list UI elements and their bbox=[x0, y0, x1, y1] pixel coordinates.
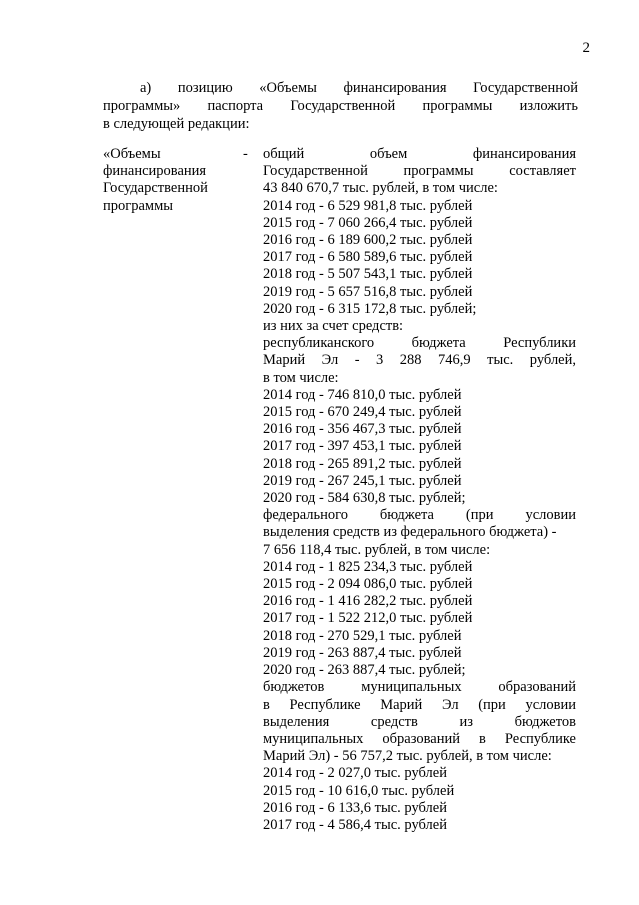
year-line: 2017 год - 397 453,1 тыс. рублей bbox=[263, 438, 462, 455]
year-line: 2017 год - 6 580 589,6 тыс. рублей bbox=[263, 249, 473, 266]
content-line: выделения средств из бюджетов bbox=[263, 713, 576, 730]
label-line: «Объемы bbox=[103, 146, 161, 162]
label-dash: - bbox=[243, 146, 248, 162]
content-line: в том числе: bbox=[263, 369, 339, 386]
content-line: Марий Эл) - 56 757,2 тыс. рублей, в том числе: bbox=[263, 748, 552, 765]
year-line: 2014 год - 2 027,0 тыс. рублей bbox=[263, 765, 447, 782]
year-line: 2019 год - 263 887,4 тыс. рублей bbox=[263, 644, 462, 661]
intro-line: в следующей редакции: bbox=[103, 116, 250, 132]
year-line: 2019 год - 5 657 516,8 тыс. рублей bbox=[263, 283, 473, 300]
content-line: бюджетов муниципальных образований bbox=[263, 679, 576, 696]
content-line: Марий Эл - 3 288 746,9 тыс. рублей, bbox=[263, 352, 576, 369]
content-line: выделения средств из федерального бюджета) - bbox=[263, 524, 557, 541]
year-line: 2018 год - 5 507 543,1 тыс. рублей bbox=[263, 266, 473, 283]
year-line: 2015 год - 2 094 086,0 тыс. рублей bbox=[263, 576, 473, 593]
year-line: 2014 год - 746 810,0 тыс. рублей bbox=[263, 386, 462, 403]
year-line: 2019 год - 267 245,1 тыс. рублей bbox=[263, 472, 462, 489]
year-line: 2016 год - 1 416 282,2 тыс. рублей bbox=[263, 593, 473, 610]
content-line: федерального бюджета (при условии bbox=[263, 507, 576, 524]
content-line: республиканского бюджета Республики bbox=[263, 335, 576, 352]
position-label bbox=[103, 146, 228, 215]
label-line: финансирования bbox=[103, 163, 207, 180]
content-line: Государственной программы составляет bbox=[263, 163, 576, 180]
year-line: 2014 год - 1 825 234,3 тыс. рублей bbox=[263, 558, 473, 575]
content-line: в Республике Марий Эл (при условии bbox=[263, 696, 576, 713]
year-line: 2018 год - 265 891,2 тыс. рублей bbox=[263, 455, 462, 472]
content-line: 7 656 118,4 тыс. рублей, в том числе: bbox=[263, 541, 491, 558]
intro-paragraph bbox=[103, 79, 578, 133]
content-line: муниципальных образований в Республике bbox=[263, 730, 576, 747]
year-line: 2014 год - 6 529 981,8 тыс. рублей bbox=[263, 197, 473, 214]
year-line: 2016 год - 356 467,3 тыс. рублей bbox=[263, 421, 462, 438]
content-line: 43 840 670,7 тыс. рублей, в том числе: bbox=[263, 180, 498, 197]
content-line: общий объем финансирования bbox=[263, 146, 576, 162]
year-line: 2015 год - 7 060 266,4 тыс. рублей bbox=[263, 214, 473, 231]
intro-line: программы» паспорта Государственной программы изложить bbox=[103, 98, 578, 114]
label-line: программы bbox=[103, 197, 173, 214]
label-line: Государственной bbox=[103, 180, 208, 197]
year-line: 2017 год - 1 522 212,0 тыс. рублей bbox=[263, 610, 473, 627]
year-line: 2016 год - 6 133,6 тыс. рублей bbox=[263, 799, 447, 816]
year-line: 2015 год - 670 249,4 тыс. рублей bbox=[263, 404, 462, 421]
year-line: 2016 год - 6 189 600,2 тыс. рублей bbox=[263, 232, 473, 249]
year-line: 2015 год - 10 616,0 тыс. рублей bbox=[263, 782, 455, 799]
intro-line: а) позицию «Объемы финансирования Государственной bbox=[140, 80, 578, 96]
funding-content bbox=[263, 146, 576, 834]
page-number: 2 bbox=[582, 40, 590, 56]
content-line: из них за счет средств: bbox=[263, 318, 404, 335]
year-line: 2017 год - 4 586,4 тыс. рублей bbox=[263, 816, 447, 833]
year-line: 2020 год - 263 887,4 тыс. рублей; bbox=[263, 662, 466, 679]
year-line: 2018 год - 270 529,1 тыс. рублей bbox=[263, 627, 462, 644]
year-line: 2020 год - 6 315 172,8 тыс. рублей; bbox=[263, 300, 477, 317]
year-line: 2020 год - 584 630,8 тыс. рублей; bbox=[263, 490, 466, 507]
